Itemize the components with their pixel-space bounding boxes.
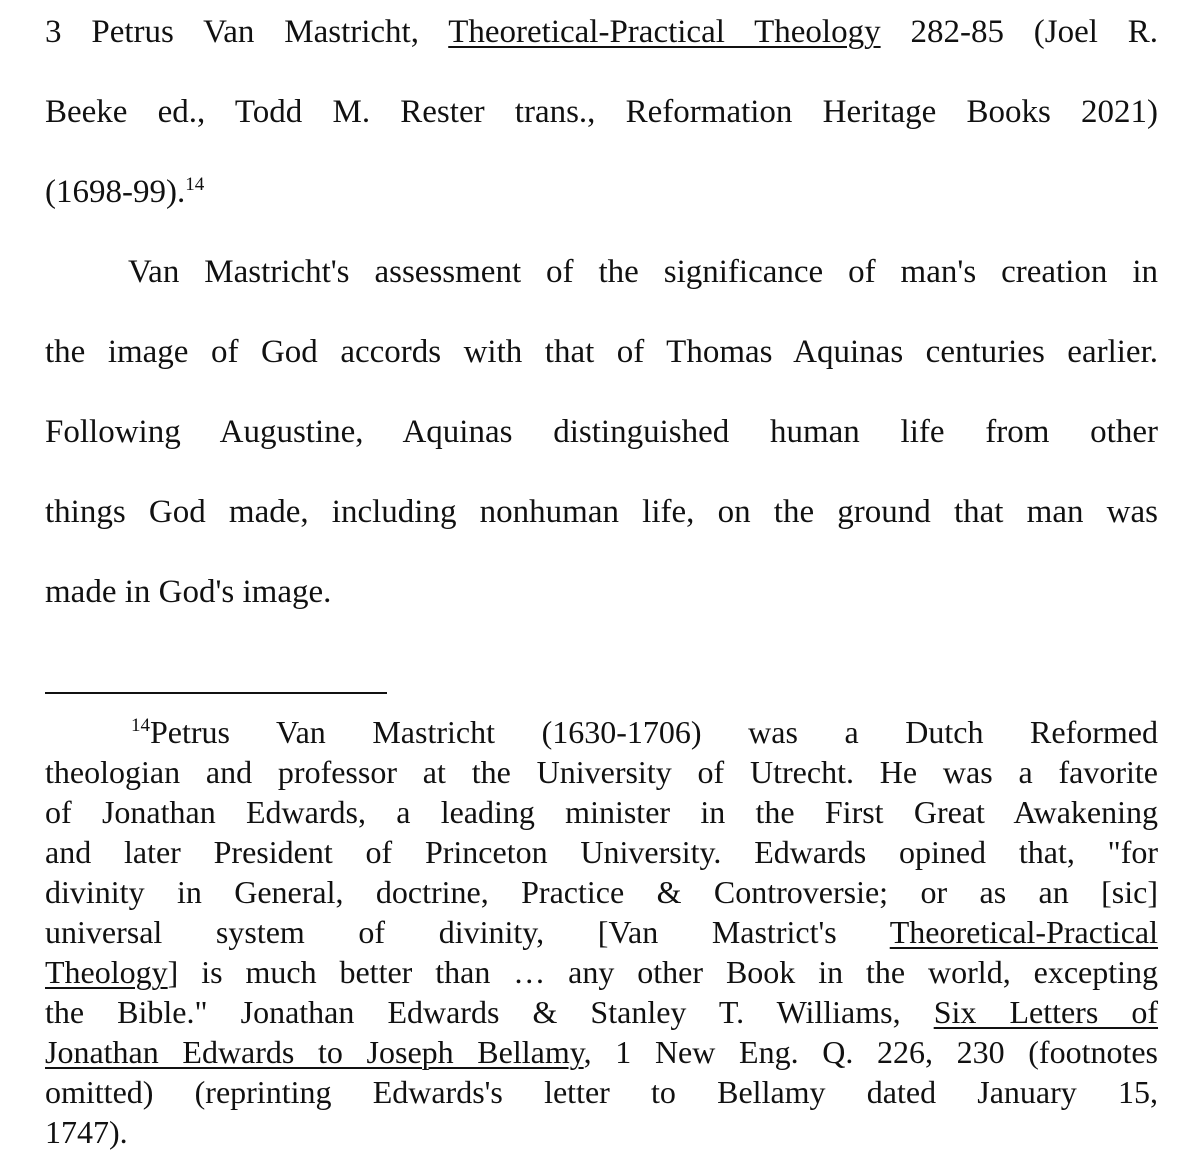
citation-line-2: Beeke ed., Todd M. Rester trans., Reformation Heritage Books 2021) [45, 94, 1158, 130]
paragraph-line-3: Following Augustine, Aquinas distinguished human life from other [45, 414, 1158, 450]
citation-lead: 3 Petrus Van Mastricht, [45, 14, 419, 50]
citation-line-3 [45, 172, 1158, 217]
footnote-line-1: $^{14}$Petrus Van Mastricht (1630-1706) was a Dutch Reformed [131, 714, 1158, 750]
article-title-continued: Jonathan Edwards to Joseph Bellamy [45, 1034, 584, 1070]
paragraph-line-5: made in God's image. [45, 574, 332, 610]
footnote-line-6: universal system of divinity, [Van Mastrict's Theoretical-Practical [45, 914, 1159, 950]
footnote-line-4: and later President of Princeton University. Edwards opined that, "for [45, 834, 1158, 870]
citation-date: (1698-99). [45, 174, 186, 210]
citation-line-1 [45, 12, 1158, 52]
cited-title-link: Theoretical-Practical [889, 914, 1159, 950]
footnote-line-11: 1747). [45, 1114, 128, 1150]
footnote-line-8: the Bible." Jonathan Edwards & Stanley T. Williams, Six Letters of [45, 994, 1159, 1030]
cited-title-continued: Theology [45, 954, 168, 990]
footnote-line-7: Theology] is much better than … any other Book in the world, excepting [45, 954, 1158, 990]
footnote-reference[interactable]: 14 [185, 174, 205, 195]
citation-title: Theoretical-Practical Theology [448, 14, 881, 50]
article-title: Six Letters of [933, 994, 1159, 1030]
paragraph-line-1: Van Mastricht's assessment of the significance of man's creation in [128, 254, 1158, 290]
footnote-line-2: theologian and professor at the University of Utrecht. He was a favorite [45, 754, 1158, 790]
footnote-separator [45, 692, 387, 694]
footnote-line-10: omitted) (reprinting Edwards's letter to Bellamy dated January 15, [45, 1074, 1158, 1110]
paragraph-line-4: things God made, including nonhuman life, on the ground that man was [45, 494, 1158, 530]
footnote-line-9: Jonathan Edwards to Joseph Bellamy, 1 New Eng. Q. 226, 230 (footnotes [45, 1034, 1159, 1070]
paragraph-line-2: the image of God accords with that of Thomas Aquinas centuries earlier. [45, 334, 1158, 370]
citation-pages: 282-85 (Joel R. [910, 14, 1159, 50]
footnote-line-3: of Jonathan Edwards, a leading minister in the First Great Awakening [45, 794, 1158, 830]
footnote-number: 14 [131, 715, 150, 736]
footnote-line-5: divinity in General, doctrine, Practice & Controversie; or as an [sic] [45, 874, 1158, 910]
